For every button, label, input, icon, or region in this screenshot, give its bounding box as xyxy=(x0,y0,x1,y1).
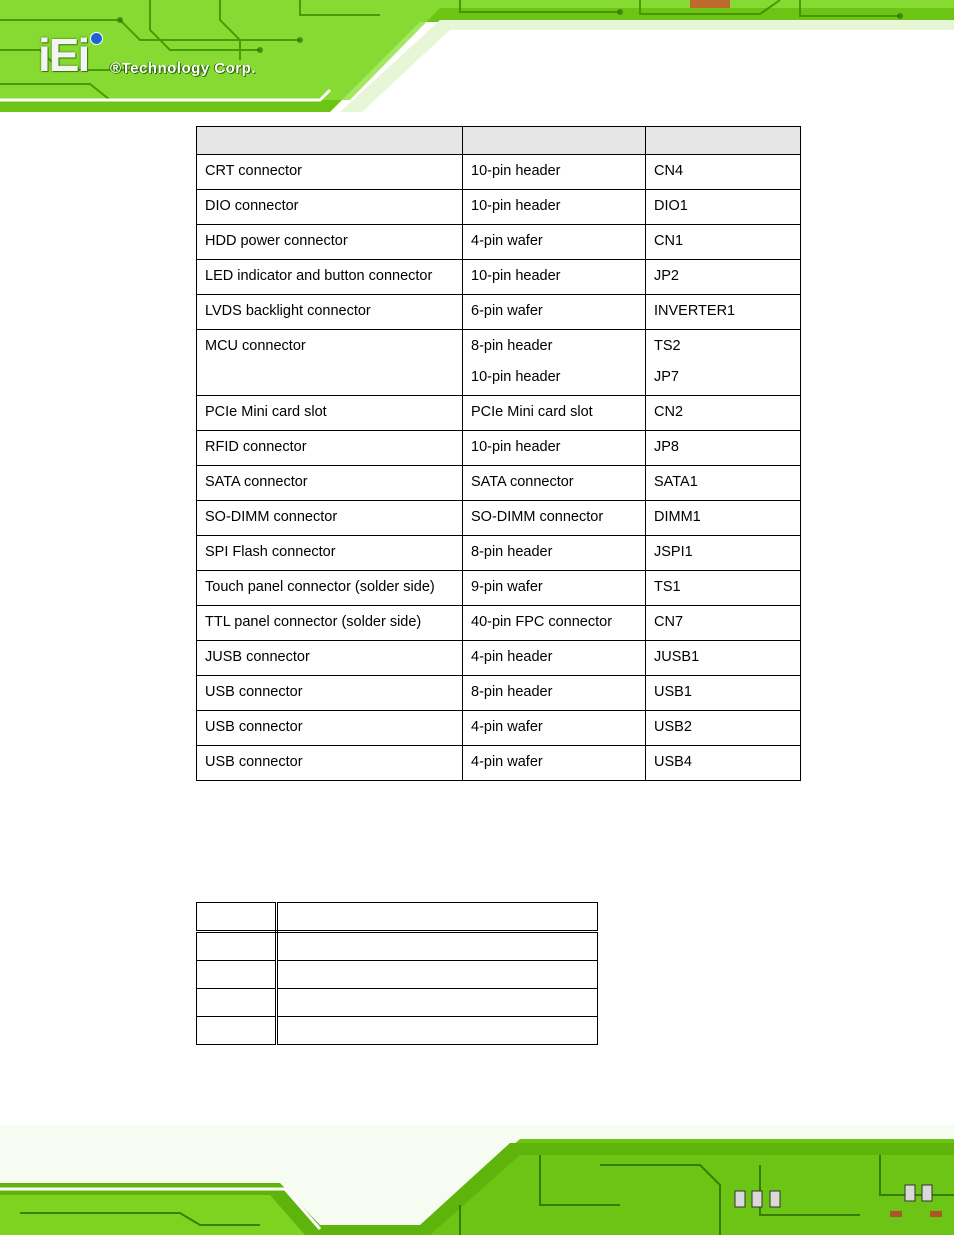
table-row xyxy=(197,676,801,711)
connector-type xyxy=(463,330,646,396)
company-logo xyxy=(38,29,256,81)
connector-type: 40-pin FPC connector xyxy=(463,606,646,641)
table-cell xyxy=(197,989,277,1017)
connector-type-line: 10-pin header xyxy=(471,369,561,385)
circuit-board-footer-graphic xyxy=(0,1125,954,1235)
logo-mark: iEi xyxy=(38,29,89,81)
connector-name: USB connector xyxy=(197,746,463,781)
connector-name: USB connector xyxy=(197,676,463,711)
connector-label: INVERTER1 xyxy=(646,295,801,330)
connector-label xyxy=(646,330,801,396)
connector-name: JUSB connector xyxy=(197,641,463,676)
connector-name: SO-DIMM connector xyxy=(197,501,463,536)
connector-label: CN1 xyxy=(646,225,801,260)
table-cell xyxy=(197,903,277,932)
table-row xyxy=(197,903,598,932)
table-cell xyxy=(277,903,598,932)
table-row xyxy=(197,536,801,571)
connector-label-line: JP7 xyxy=(654,369,679,385)
connector-label: JP8 xyxy=(646,431,801,466)
logo-dot-icon xyxy=(90,32,103,45)
connector-name: USB connector xyxy=(197,711,463,746)
table-row xyxy=(197,225,801,260)
header-cell-label xyxy=(646,127,801,155)
connector-name: LVDS backlight connector xyxy=(197,295,463,330)
connector-type: 8-pin header xyxy=(463,676,646,711)
connector-label: CN4 xyxy=(646,155,801,190)
table-row xyxy=(197,932,598,961)
connector-name: RFID connector xyxy=(197,431,463,466)
header-banner xyxy=(0,0,954,112)
connector-type: 6-pin wafer xyxy=(463,295,646,330)
connector-label-line: TS2 xyxy=(654,338,681,354)
header-cell-type xyxy=(463,127,646,155)
table-header-row xyxy=(197,127,801,155)
logo-company-name: ®Technology Corp. xyxy=(110,60,256,77)
table-cell xyxy=(277,932,598,961)
connector-type: 4-pin wafer xyxy=(463,711,646,746)
connector-type: 8-pin header xyxy=(463,536,646,571)
table-cell xyxy=(277,961,598,989)
table-row xyxy=(197,501,801,536)
table-row xyxy=(197,295,801,330)
connector-type-line: 8-pin header xyxy=(471,338,553,354)
table-cell xyxy=(277,1017,598,1045)
connector-type: 4-pin wafer xyxy=(463,746,646,781)
connector-name: MCU connector xyxy=(197,330,463,396)
connector-label: JP2 xyxy=(646,260,801,295)
connector-type: 4-pin wafer xyxy=(463,225,646,260)
table-row xyxy=(197,571,801,606)
connector-type: 10-pin header xyxy=(463,155,646,190)
table-row xyxy=(197,711,801,746)
table-row xyxy=(197,641,801,676)
connector-label: USB1 xyxy=(646,676,801,711)
connector-label: DIMM1 xyxy=(646,501,801,536)
connector-label: CN7 xyxy=(646,606,801,641)
connector-name: LED indicator and button connector xyxy=(197,260,463,295)
connector-type: 10-pin header xyxy=(463,431,646,466)
table-cell xyxy=(197,1017,277,1045)
connector-type: PCIe Mini card slot xyxy=(463,396,646,431)
connector-label: DIO1 xyxy=(646,190,801,225)
table-row xyxy=(197,989,598,1017)
connector-name: Touch panel connector (solder side) xyxy=(197,571,463,606)
circuit-board-header-graphic xyxy=(0,0,954,112)
table-row xyxy=(197,190,801,225)
connector-label: TS1 xyxy=(646,571,801,606)
table-row xyxy=(197,155,801,190)
connector-name: HDD power connector xyxy=(197,225,463,260)
connector-type: SO-DIMM connector xyxy=(463,501,646,536)
connector-type: 10-pin header xyxy=(463,260,646,295)
connector-label: USB2 xyxy=(646,711,801,746)
connector-name: DIO connector xyxy=(197,190,463,225)
table-row xyxy=(197,1017,598,1045)
table-row xyxy=(197,606,801,641)
table-row xyxy=(197,260,801,295)
connector-table xyxy=(196,126,801,781)
header-cell-connector xyxy=(197,127,463,155)
table-row xyxy=(197,961,598,989)
table-row xyxy=(197,330,801,396)
table-row xyxy=(197,466,801,501)
connector-type: 10-pin header xyxy=(463,190,646,225)
connector-label: SATA1 xyxy=(646,466,801,501)
table-cell xyxy=(277,989,598,1017)
table-cell xyxy=(197,932,277,961)
table-row xyxy=(197,431,801,466)
connector-label: CN2 xyxy=(646,396,801,431)
connector-name: SPI Flash connector xyxy=(197,536,463,571)
table-row xyxy=(197,396,801,431)
secondary-table xyxy=(196,902,598,1045)
connector-label: JSPI1 xyxy=(646,536,801,571)
connector-name: SATA connector xyxy=(197,466,463,501)
connector-type: SATA connector xyxy=(463,466,646,501)
connector-name: CRT connector xyxy=(197,155,463,190)
connector-label: JUSB1 xyxy=(646,641,801,676)
connector-label: USB4 xyxy=(646,746,801,781)
connector-type: 9-pin wafer xyxy=(463,571,646,606)
table-cell xyxy=(197,961,277,989)
connector-name: PCIe Mini card slot xyxy=(197,396,463,431)
table-row xyxy=(197,746,801,781)
footer-banner xyxy=(0,1125,954,1235)
connector-type: 4-pin header xyxy=(463,641,646,676)
connector-name: TTL panel connector (solder side) xyxy=(197,606,463,641)
